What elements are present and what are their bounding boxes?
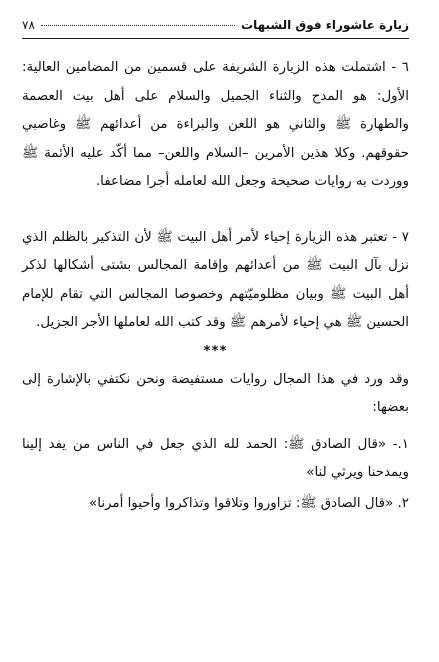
page-body [22, 52, 409, 518]
hadith-item-1: ١.- «قال الصادق ﷺ: الحمد لله الذي جعل في الناس من يفد إلينا ويمدحنا ويرثي لنا» [22, 436, 409, 480]
paragraph-gap [22, 197, 409, 224]
paragraph-intro: وقد ورد في هذا المجال روايات مستفيضة ونحن نكتفي بالإشارة إلى بعضها: [22, 371, 409, 415]
paragraph-point-7: ٧ - تعتبر هذه الزيارة إحياء لأمر أهل البيت ﷺ لأن التذكير بالظلم الذي نزل بآل البيت ﷺ من أعدائهم وإقامة المجالس بشتى أشكالها لذكر أهل البيت ﷺ وبيان مظلوميّتهم وخصوصا المجالس التي تقام للإمام الحسين ﷺ هي إحياء لأمرهم ﷺ وقد كتب الله لعاملها الأجر الجزيل. [22, 229, 409, 330]
paragraph-point-6: ٦ - اشتملت هذه الزيارة الشريفة على قسمين من المضامين العالية: الأول: هو المدح والثناء الجميل والسلام على أهل بيت العصمة والطهارة ﷺ والثاني هو اللعن والبراءة من أعدائهم ﷺ وغاصبي حقوقهم. وكلا هذين الأمرين –السلام واللعن– مما أكّد عليه الأئمة ﷺ ووردت به روايات صحيحة وجعل الله لعامله أجرا مضاعفا. [22, 60, 409, 189]
section-separator: *** [203, 343, 228, 359]
hadith-item-2: ٢. «قال الصادق ﷺ: تزاوروا وتلاقوا وتذاكروا وأحيوا أمرنا» [89, 495, 409, 511]
page-header [22, 12, 409, 39]
header-dotted-leader [41, 24, 235, 26]
page-number: ٧٨ [22, 18, 35, 32]
running-title: زيارة عاشوراء فوق الشبهات [241, 18, 409, 32]
